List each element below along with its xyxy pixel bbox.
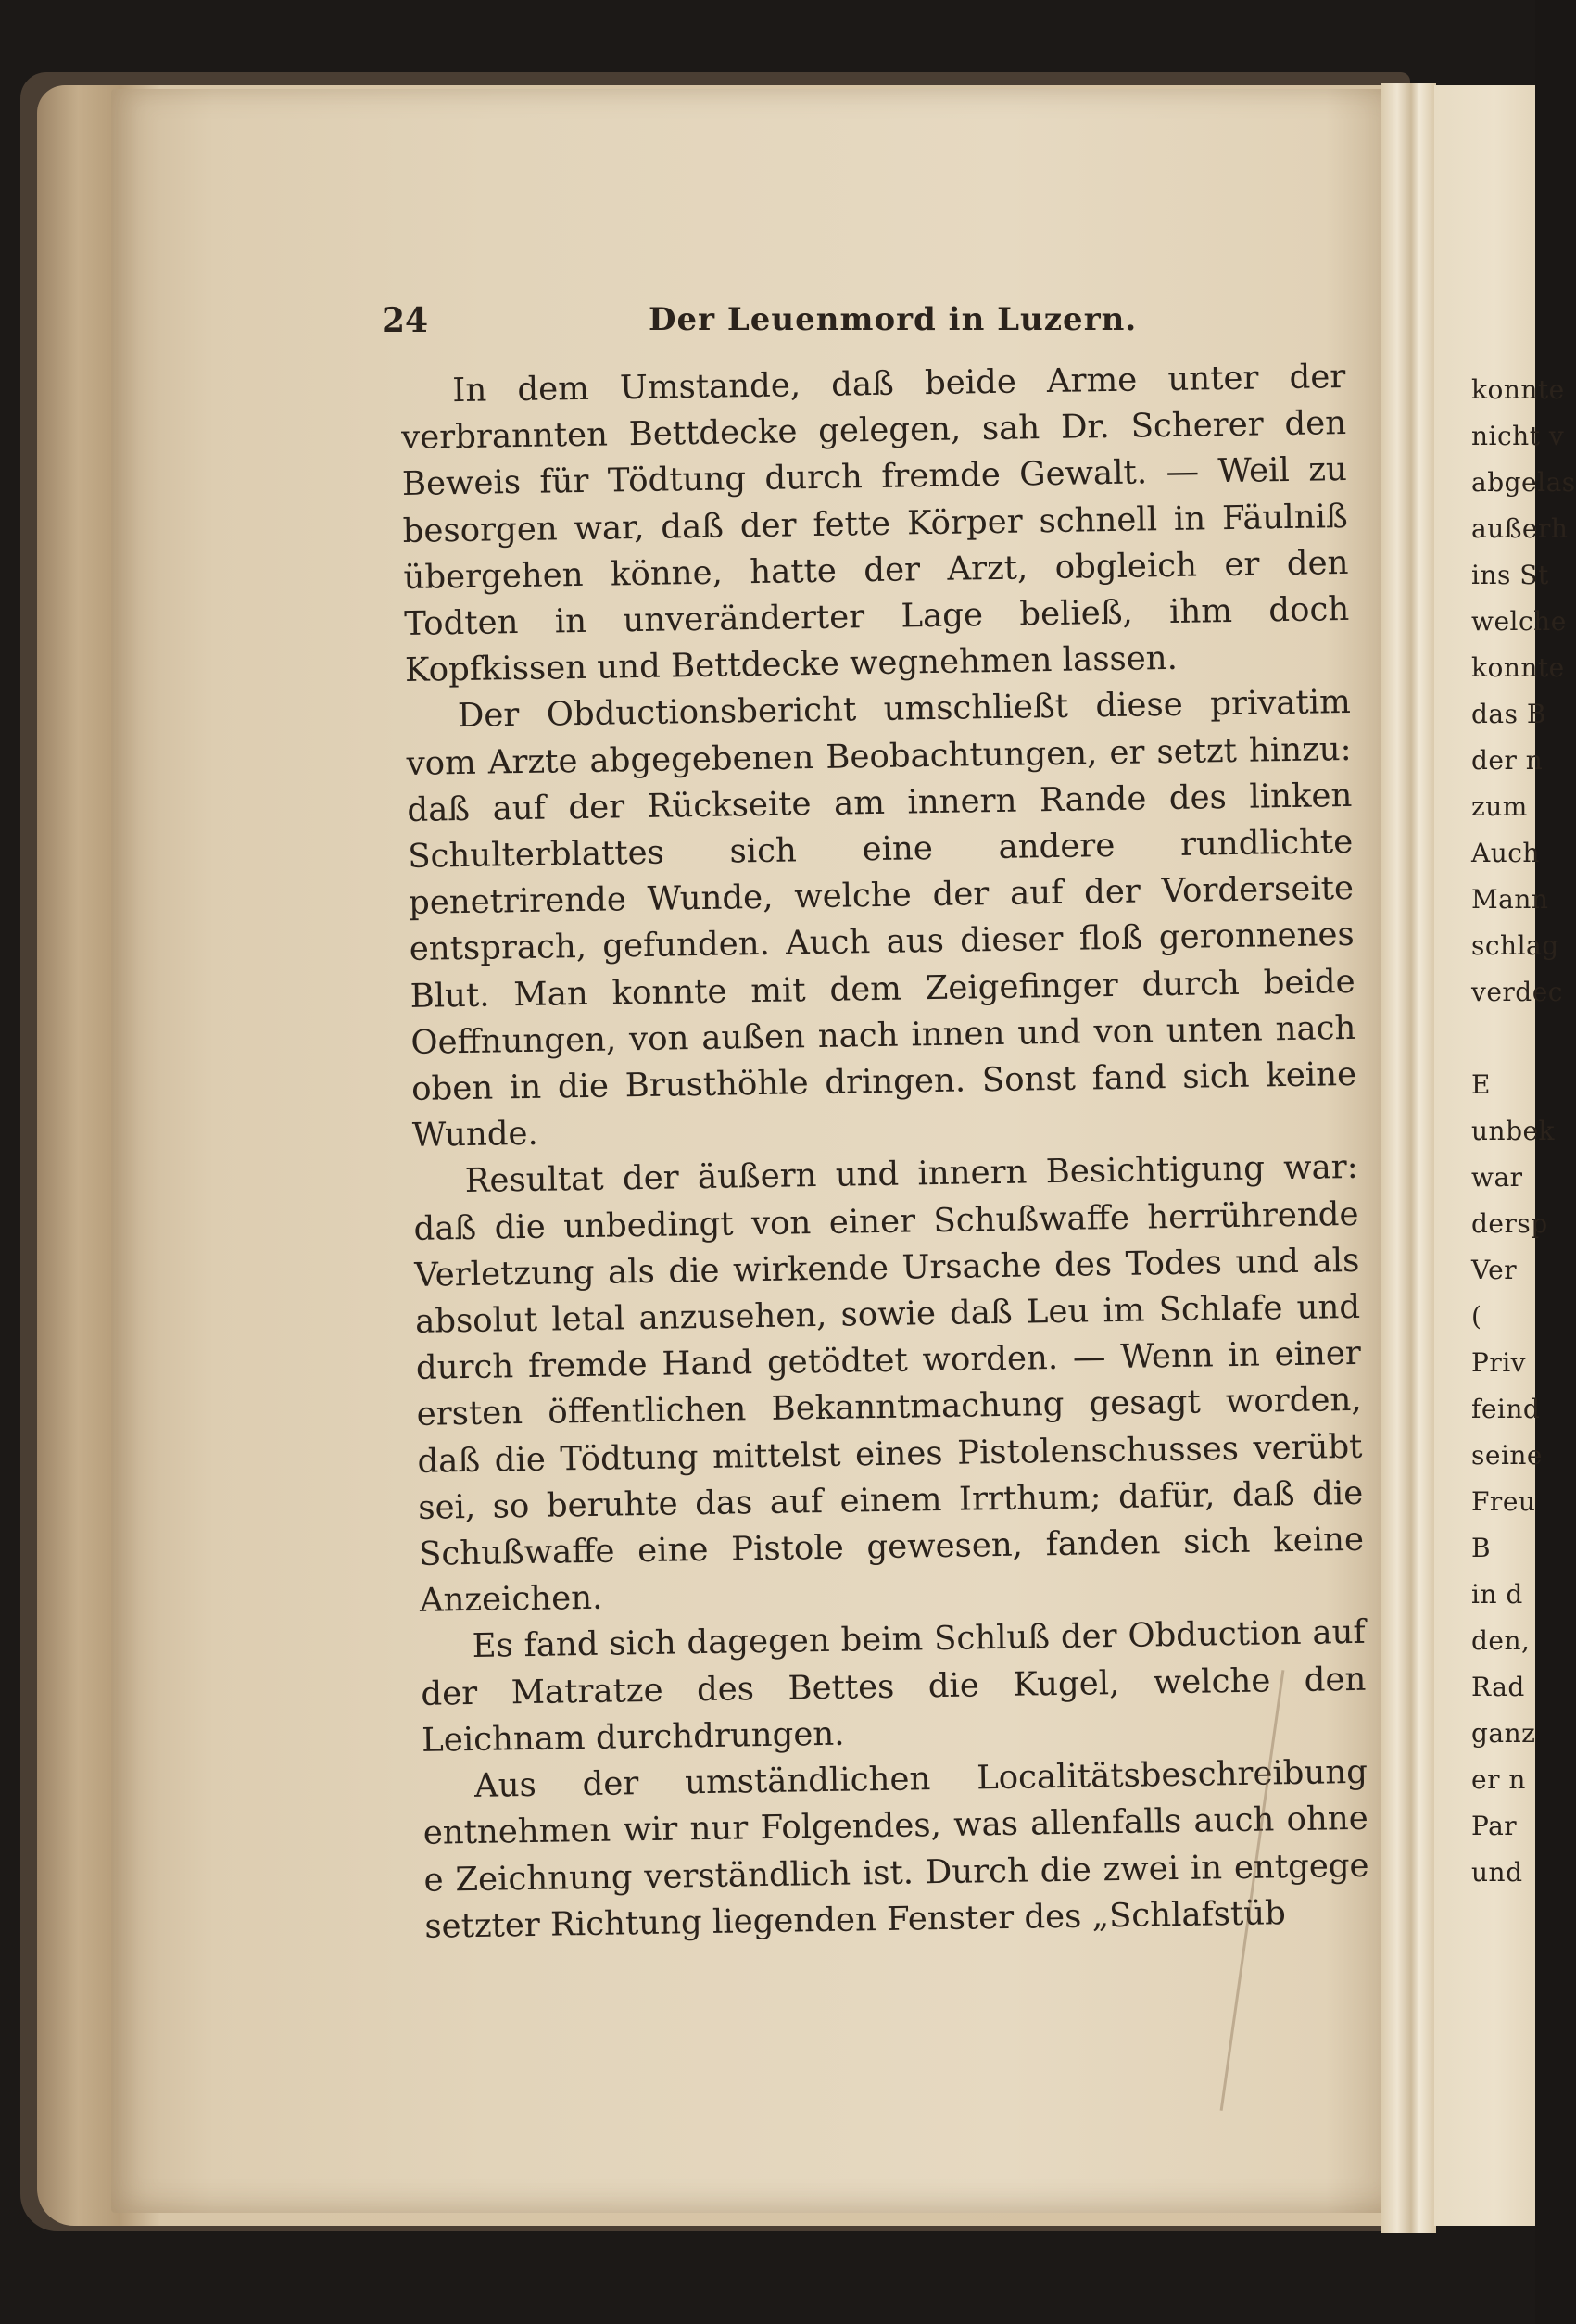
right-page-fragment: das B [1471, 699, 1546, 729]
right-page-fragment: Freu [1471, 1486, 1536, 1517]
right-page-fragment: außerh [1471, 513, 1569, 544]
running-title: Der Leuenmord in Luzern. [649, 301, 1138, 338]
right-page-fragment: verdec [1471, 977, 1563, 1007]
right-page-fragment: unbek [1471, 1116, 1556, 1146]
right-page-fragment: B [1471, 1533, 1492, 1563]
right-page-fragment: seine [1471, 1440, 1543, 1471]
paragraph: In dem Umstande, daß beide Arme unter der verbrannten Bettdecke gelegen, sah Dr. Scherer den Beweis für Tödtung durch fremde Gewalt. — Weil zu besorgen war, daß der fette Körper schnell in Fäulniß übergehen könne, hatte der Arzt, obgleich er den Todten in unveränderter Lage beließ, ihm doch Kopfkissen und Bettdecke wegnehmen lassen. [400, 357, 1350, 690]
right-page-fragment: Mann [1471, 884, 1549, 915]
right-page-fragment: E [1471, 1069, 1491, 1100]
right-page-fragment: er n [1471, 1764, 1526, 1795]
right-page-fragment: war [1471, 1162, 1523, 1193]
body-text [400, 354, 1370, 1951]
right-page-fragment: konnte [1471, 374, 1565, 405]
paragraph: Resultat der äußern und innern Besichtigung war: daß die unbedingt von einer Schußwaffe herrührende Verletzung als die wirkende Ursache des Todes und als absolut letal anzusehen, sowie daß Leu im Schlafe und durch fremde Hand getödtet worden. — Wenn in einer ersten öffentlichen Bekanntmachung gesagt worden, daß die Tödtung mittelst eines Pistolenschusses verübt sei, so beruhte das auf einem Irrthum; dafür, daß die Schußwaffe eine Pistole gewesen, fanden sich keine Anzeichen. [413, 1148, 1365, 1621]
right-page-fragment: in d [1471, 1579, 1523, 1610]
right-page-fragment: abgelas [1471, 467, 1576, 498]
page-number: 24 [382, 301, 429, 340]
right-page-fragment: dersp [1471, 1208, 1548, 1239]
right-page-fragment: und [1471, 1857, 1523, 1888]
right-page-fragment: ( [1471, 1301, 1482, 1332]
page-header [0, 301, 1535, 357]
right-page-fragment: Rad [1471, 1672, 1525, 1702]
right-page-fragment: Priv [1471, 1347, 1526, 1378]
book-gutter [1381, 83, 1436, 2233]
paragraph: Der Obductionsbericht umschließt diese privatim vom Arzte abgegebenen Beobachtungen, er setzt hinzu: daß auf der Rückseite am innern Rande des linken Schulterblattes sich eine andere rundlichte penetrirende Wunde, welche der auf der Vorderseite entsprach, gefunden. Auch aus dieser floß geronnenes Blut. Man konnte mit dem Zeigefinger durch beide Oeffnungen, von außen nach innen und von unten nach oben in die Brusthöhle dringen. Sonst fand sich keine Wunde. [406, 683, 1357, 1156]
right-page-fragment: der n [1471, 745, 1544, 776]
right-page [1434, 85, 1576, 2226]
right-page-fragment: nicht v [1471, 421, 1565, 451]
paragraph: Es fand sich dagegen beim Schluß der Obduction auf der Matratze des Bettes die Kugel, welche den Leichnam durchdrungen. [421, 1613, 1367, 1760]
right-page-fragment: zum [1471, 791, 1528, 822]
right-page-fragment: Ver [1471, 1255, 1518, 1285]
right-page-fragment: Auch [1471, 838, 1540, 868]
right-page-fragment: ins St [1471, 560, 1549, 590]
right-page-fragment: den, [1471, 1625, 1531, 1656]
right-page-fragment: welche [1471, 606, 1567, 637]
right-page-fragment: feind [1471, 1394, 1541, 1424]
paragraph: Aus der umständlichen Localitätsbeschreibung entnehmen wir nur Folgendes, was allenfalls auch ohne e Zeichnung verständlich ist. Durch die zwei in entgege setzter Richtung liegenden Fenster des „Schlafstüb [422, 1752, 1369, 1946]
right-page-fragment: Par [1471, 1811, 1518, 1841]
right-page-fragment: konnte [1471, 652, 1565, 683]
right-page-fragment: schlag [1471, 930, 1559, 961]
right-page-fragment: ganz [1471, 1718, 1536, 1749]
